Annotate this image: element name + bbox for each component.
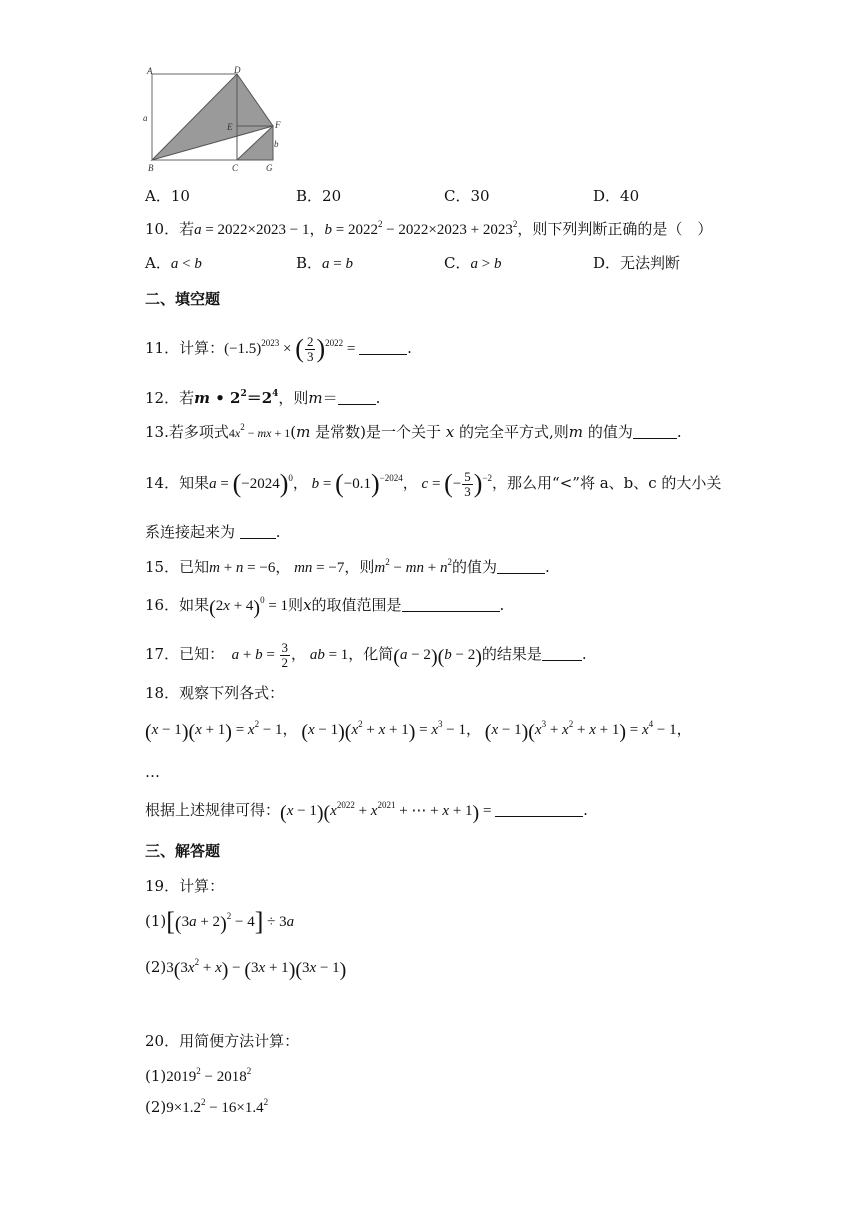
label-C: C	[232, 163, 239, 173]
question-10: 10．若a = 2022×2023 − 1，$b = 2022^2 - 2022\times 2023 + 2023^2$，则下列判断正确的是（ ）	[145, 219, 713, 238]
q10-option-b: B．a = b	[296, 254, 353, 272]
question-14-line2: 系连接起来为 .	[145, 523, 281, 541]
q9-option-d: D．40	[593, 187, 640, 205]
question-14: 14．知果$a = (-2024)^0$， $b = (-0.1)^{-2024}$， c = (− $\frac{5}{3}$ )$^{-2}$，那么用“<”将 a、b、c 的大小关	[145, 468, 722, 499]
question-15: 15．已知m + n = −6， mn = −7，则$m^2$ − mn + $n^2$的值为 .	[145, 557, 550, 576]
label-a: a	[143, 113, 148, 123]
label-D: D	[234, 65, 241, 75]
question-11: 11．计算：$(-1.5)^{2023}$ × ( $\frac{2}{3}$ )$^{2022}$ = .	[145, 333, 412, 364]
label-F: F	[275, 120, 281, 130]
question-18-ellipsis: …	[145, 763, 160, 781]
question-19-part2: $(2)3(3x^2 + x) - (3x + 1)(3x - 1)$	[145, 957, 347, 981]
q10-option-d: D．无法判断	[593, 254, 681, 272]
q9-option-b: B．20	[296, 187, 342, 205]
geometry-figure	[140, 65, 290, 177]
question-18-conclusion: 根据上述规律可得：$(x - 1)(x^{2022} + x^{2021}$ + ⋯ + x + 1) = .	[145, 800, 588, 824]
q10-option-a: A．a < b	[145, 254, 202, 272]
q9-option-c: C．30	[444, 187, 490, 205]
label-b: b	[274, 139, 279, 149]
question-20: 20．用简便方法计算：	[145, 1032, 300, 1050]
question-20-part2: $(2)9\times 1.2^2 - 16\times 1.4^2$	[145, 1097, 269, 1116]
q10-option-c: C．a > b	[444, 254, 502, 272]
q9-option-a: A．10	[145, 187, 190, 205]
question-18: 18．观察下列各式：	[145, 684, 285, 702]
question-16: 16．如果$(2x + 4)^0 = 1$则x的取值范围是 .	[145, 595, 505, 619]
label-A: A	[147, 66, 153, 76]
question-19-part1: $(1)[(3a + 2)^2 - 4] \div 3a$	[145, 907, 295, 936]
question-20-part1: $(1)2019^2 - 2018^2$	[145, 1066, 252, 1085]
question-12: 12．若m • $2^2=2^4$，则m＝ .	[145, 389, 381, 407]
question-17: 17．已知： a + b = $\frac{3}{2}$ ， ab = 1，化简(a − 2)(b − 2)的结果是 .	[145, 640, 587, 670]
label-G: G	[266, 163, 273, 173]
question-18-patterns: $(x - 1)(x + 1) = x^2 - 1$， $(x - 1)(x^2 + x + 1) = x^3 - 1$， $(x - 1)(x^3 + x^2 + x + 1) = x^4 - 1$，	[145, 719, 692, 743]
section-heading-answer: 三、解答题	[145, 842, 221, 860]
label-E: E	[227, 122, 233, 132]
label-B: B	[148, 163, 154, 173]
question-19: 19．计算：	[145, 877, 225, 895]
question-13: 13.若多项式$4x^2$ − mx + 1(m 是常数)是一个关于 x 的完全平方式,则m 的值为 .	[145, 422, 682, 441]
section-heading-fill-in: 二、填空题	[145, 290, 221, 308]
